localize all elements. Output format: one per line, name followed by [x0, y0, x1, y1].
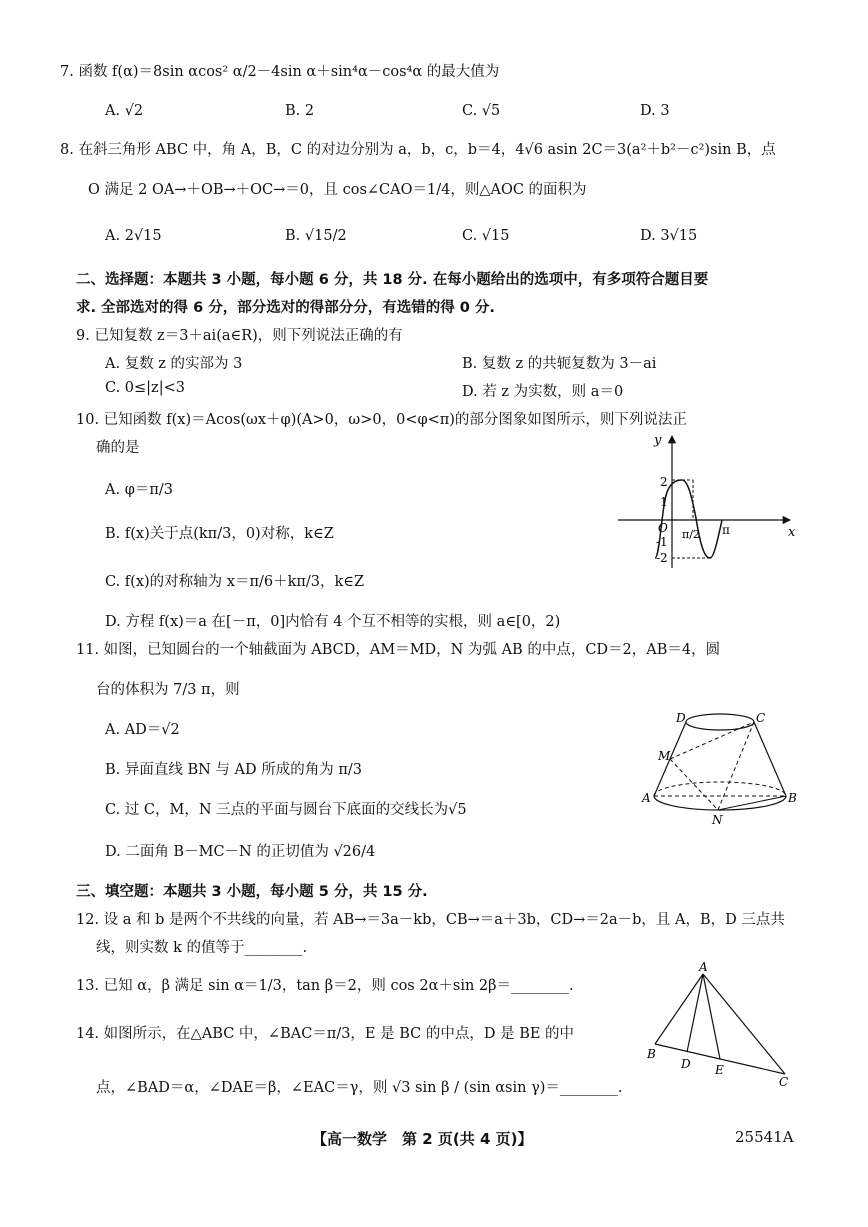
label-m: M [658, 749, 671, 763]
side-ac [703, 974, 785, 1074]
q7-option-a: A. √2 [105, 103, 144, 119]
q10-cosine-graph [610, 428, 800, 576]
q7-option-c: C. √5 [462, 103, 501, 119]
tick-neg2: -2 [656, 551, 668, 565]
q7-stem: 7. 函数 f(α)＝8sin αcos² α/2－4sin α＋sin⁴α－cos⁴α 的最大值为 [60, 64, 500, 80]
q8-option-c: C. √15 [462, 228, 510, 244]
q7-option-d: D. 3 [640, 103, 670, 119]
q10-option-d: D. 方程 f(x)＝a 在[－π，0]内恰有 4 个互不相等的实根，则 a∈[0，2) [105, 614, 561, 630]
q9-option-a: A. 复数 z 的实部为 3 [105, 356, 243, 372]
q8-stem-2: O 满足 2 OA→＋OB→＋OC→＝0，且 cos∠CAO＝1/4，则△AOC 的面积为 [88, 182, 587, 198]
q10-stem-2: 确的是 [96, 440, 140, 456]
segment-mn [670, 759, 718, 810]
footer-title: 【高一数学 第 2 页(共 4 页)】 [312, 1130, 533, 1148]
q11-option-b: B. 异面直线 BN 与 AD 所成的角为 π/3 [105, 762, 362, 778]
q12-stem-2: 线，则实数 k 的值等于________. [96, 940, 308, 956]
q10-stem-1: 10. 已知函数 f(x)＝Acos(ωx＋φ)(A>0，ω>0，0<φ<π)的部分图象如图所示，则下列说法正 [76, 412, 687, 428]
label-a: A [699, 960, 708, 974]
q8-option-b: B. √15/2 [285, 228, 347, 244]
q12-stem-1: 12. 设 a 和 b 是两个不共线的向量，若 AB→＝3a－kb，CB→＝a＋3b，CD→＝2a－b，且 A，B，D 三点共 [76, 912, 785, 928]
segment-ae [703, 974, 720, 1059]
bottom-base-back [654, 782, 786, 796]
q9-option-b: B. 复数 z 的共轭复数为 3－ai [462, 356, 657, 372]
q11-option-d: D. 二面角 B－MC－N 的正切值为 √26/4 [105, 844, 376, 860]
q8-option-a: A. 2√15 [105, 228, 162, 244]
q10-option-c: C. f(x)的对称轴为 x＝π/6＋kπ/3，k∈Z [105, 574, 365, 590]
origin-label: O [658, 521, 668, 535]
footer-code: 25541A [735, 1128, 794, 1146]
label-c: C [756, 711, 766, 725]
q11-stem-2: 台的体积为 7/3 π，则 [96, 682, 240, 698]
q13-stem: 13. 已知 α，β 满足 sin α＝1/3，tan β＝2，则 cos 2α＋sin 2β＝________. [76, 978, 574, 994]
tick-pi-over-2: π/2 [682, 528, 700, 541]
label-a: A [642, 791, 651, 805]
q14-stem-2: 点，∠BAD＝α，∠DAE＝β，∠EAC＝γ，则 √3 sin β / (sin αsin γ)＝________. [96, 1080, 623, 1096]
section-3-heading: 三、填空题：本题共 3 小题，每小题 5 分，共 15 分. [76, 884, 428, 900]
section-2-heading-cont: 求. 全部选对的得 6 分，部分选对的得部分分，有选错的得 0 分. [76, 300, 495, 316]
q8-stem-1: 8. 在斜三角形 ABC 中，角 A，B，C 的对边分别为 a，b，c，b＝4，4√6 asin 2C＝3(a²＋b²－c²)sin B，点 [60, 142, 776, 158]
tick-neg1: -1 [656, 535, 668, 549]
label-c: C [779, 1075, 789, 1089]
q11-option-c: C. 过 C，M，N 三点的平面与圆台下底面的交线长为√5 [105, 802, 467, 818]
q11-option-a: A. AD＝√2 [105, 722, 180, 738]
tick-2: 2 [660, 475, 668, 489]
q14-triangle-figure [645, 960, 795, 1090]
q10-option-a: A. φ＝π/3 [105, 482, 173, 498]
label-d: D [681, 1057, 691, 1071]
q10-option-b: B. f(x)关于点(kπ/3，0)对称，k∈Z [105, 526, 334, 542]
q8-option-d: D. 3√15 [640, 228, 698, 244]
q9-option-c: C. 0≤|z|<3 [105, 380, 185, 396]
section-2-heading: 二、选择题：本题共 3 小题，每小题 6 分，共 18 分. 在每小题给出的选项中，有多项符合题目要 [76, 272, 709, 288]
x-axis-label: x [788, 525, 796, 540]
label-e: E [715, 1063, 724, 1077]
q7-option-b: B. 2 [285, 103, 315, 119]
label-n: N [712, 813, 723, 827]
q11-frustum-figure [640, 706, 800, 830]
q9-stem: 9. 已知复数 z＝3＋ai(a∈R)，则下列说法正确的有 [76, 328, 403, 344]
top-base [686, 714, 754, 730]
label-d: D [676, 711, 686, 725]
bottom-base-front [654, 796, 786, 810]
q9-option-d: D. 若 z 为实数，则 a＝0 [462, 384, 624, 400]
tick-pi: π [722, 523, 730, 537]
tick-1: 1 [660, 495, 668, 509]
label-b: B [647, 1047, 656, 1061]
label-b: B [788, 791, 797, 805]
y-axis-label: y [654, 433, 662, 448]
q14-stem-1: 14. 如图所示，在△ABC 中，∠BAC＝π/3，E 是 BC 的中点，D 是 BE 的中 [76, 1026, 575, 1042]
segment-mc [670, 722, 754, 759]
q11-stem-1: 11. 如图，已知圆台的一个轴截面为 ABCD，AM＝MD，N 为弧 AB 的中点，CD＝2，AB＝4，圆 [76, 642, 721, 658]
